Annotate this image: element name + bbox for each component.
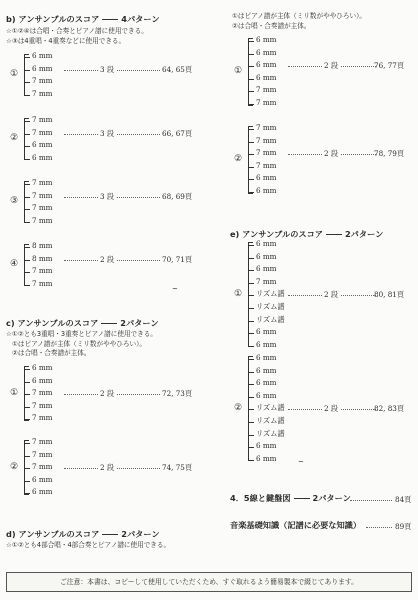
section-e-title: e) アンサンブルのスコア [230, 229, 323, 239]
page-ref: 64, 65頁 [162, 64, 193, 74]
row-tick [24, 121, 30, 122]
row-tick [248, 54, 254, 55]
row-tick [24, 285, 30, 286]
staff-row: 6 mm [256, 173, 277, 183]
staff-row: 6 mm [256, 365, 277, 375]
staff-row: 7 mm [32, 388, 53, 398]
row-tick [24, 272, 30, 273]
staff-row: 6 mm [32, 375, 53, 385]
group-number: ② [233, 402, 243, 413]
staff-row: 6 mm [256, 353, 277, 362]
row-tick [24, 247, 30, 248]
row-tick [248, 167, 254, 168]
staff-row: 6 mm [256, 251, 277, 261]
page-ref: 80, 81頁 [374, 290, 405, 300]
row-tick [24, 407, 30, 408]
row-tick [24, 134, 30, 135]
staff-row: 6 mm [256, 60, 277, 70]
staff-row: 7 mm [32, 178, 53, 187]
row-tick [248, 460, 254, 461]
score-group-b2 [8, 114, 208, 168]
staff-row: 6 mm [32, 474, 53, 484]
section-4-title: 4．5線と鍵盤図 [230, 493, 291, 503]
page-ref: 66, 67頁 [162, 128, 193, 138]
row-tick [24, 419, 30, 420]
row-tick [248, 245, 254, 246]
staff-count: 2 段 [324, 149, 339, 159]
staff-row: 6 mm [32, 140, 53, 150]
row-tick [24, 369, 30, 370]
theory-title: 音楽基礎知識（記譜に必要な知識） [230, 520, 362, 530]
row-tick [24, 82, 30, 83]
tilde-mark: ~ [172, 285, 178, 293]
section-d-note-1: ☆①②とも4部合唱・4部合奏とピアノ譜に使用できる。 [6, 541, 171, 549]
section-d-cont-note-1: ①はピアノ譜が主体（ミリ数がややひろい）。 [232, 12, 366, 20]
staff-row: 6 mm [32, 51, 53, 60]
staff-row: 7 mm [256, 148, 277, 158]
row-tick [248, 321, 254, 322]
row-tick [24, 443, 30, 444]
section-b-pattern: 4パターン [121, 14, 160, 24]
section-e-pattern: 2パターン [344, 229, 384, 239]
staff-row: 7 mm [32, 413, 53, 423]
staff-row: 7 mm [32, 215, 53, 225]
staff-row: 6 mm [32, 63, 53, 73]
group-number: ① [9, 387, 19, 398]
bracket [24, 244, 27, 286]
staff-row: 8 mm [32, 253, 53, 263]
page-ref: 82, 83頁 [374, 404, 405, 414]
row-tick [248, 295, 254, 296]
staff-row: リズム譜 [256, 314, 285, 324]
staff-row: 7 mm [32, 88, 53, 98]
section-b-note-1: ☆①②④は合唱・合奏とピアノ譜に使用できる。 [6, 27, 148, 35]
staff-row: 7 mm [32, 127, 53, 137]
group-number: ① [9, 69, 19, 80]
tilde-mark-right: ~ [298, 458, 304, 466]
section-d-cont-note-2: ②は合唱・合奏譜が主体。 [232, 21, 311, 30]
group-number: ② [233, 153, 243, 164]
section-b-title: b) アンサンブルのスコア [6, 14, 100, 24]
section-b-note-2: ☆③は4重唱・4重奏などに使用できる。 [6, 36, 126, 45]
row-tick [24, 260, 30, 261]
staff-row: 6 mm [256, 339, 277, 349]
score-group-d1 [232, 34, 412, 114]
row-tick [248, 142, 254, 143]
section-d-notes [6, 541, 170, 551]
section-4-pattern: 2パターン [312, 493, 351, 503]
section-b-heading [6, 14, 160, 25]
footer-notice: ご注意：本書は、コピーして使用していただくため、すぐ取れるよう簡易製本で綴じてあります。 [6, 572, 412, 592]
page-ref: 68, 69頁 [162, 191, 193, 201]
score-group-d2 [232, 122, 412, 202]
staff-row: 6 mm [256, 441, 277, 451]
group-number: ② [9, 461, 19, 472]
staff-row: 7 mm [256, 123, 277, 132]
staff-row: 6 mm [32, 363, 53, 372]
row-tick [24, 159, 30, 160]
staff-row: 7 mm [32, 203, 53, 213]
staff-count: 2 段 [100, 463, 115, 473]
group-number: ① [233, 65, 243, 76]
row-tick [248, 192, 254, 193]
row-tick [248, 154, 254, 155]
row-tick [248, 270, 254, 271]
section-4-leader [350, 500, 392, 501]
staff-row: 7 mm [256, 98, 277, 107]
group-number: ② [9, 133, 19, 144]
staff-row: 6 mm [256, 35, 277, 44]
staff-row: 7 mm [256, 135, 277, 145]
staff-count: 2 段 [100, 389, 115, 399]
section-4-heading [230, 493, 351, 504]
staff-row: 6 mm [256, 390, 277, 400]
score-group-e2 [232, 352, 412, 469]
bracket [24, 181, 27, 223]
bracket [24, 118, 27, 160]
staff-row: 6 mm [256, 72, 277, 82]
staff-row: リズム譜 [256, 302, 285, 311]
row-tick [248, 384, 254, 385]
staff-count: 3 段 [100, 128, 115, 138]
staff-count: 2 段 [100, 254, 115, 264]
section-c-note-2: ①はピアノ譜が主体（ミリ数がややひろい）。 [12, 339, 146, 348]
row-tick [24, 70, 30, 71]
section-c-heading [6, 318, 159, 329]
row-tick [248, 179, 254, 180]
staff-row: リズム譜 [256, 403, 285, 413]
staff-row: 7 mm [32, 449, 53, 459]
row-tick [24, 146, 30, 147]
staff-row: 7 mm [32, 266, 53, 276]
score-group-b3 [8, 177, 208, 231]
theory-page: 89頁 [395, 522, 412, 531]
row-tick [248, 372, 254, 373]
row-tick [24, 382, 30, 383]
staff-row: 7 mm [256, 160, 277, 170]
row-tick [24, 95, 30, 96]
row-tick [248, 104, 254, 105]
score-group-b4 [8, 240, 208, 294]
staff-row: 6 mm [256, 453, 277, 463]
row-tick [24, 456, 30, 457]
staff-row: 6 mm [256, 186, 277, 195]
row-tick [248, 346, 254, 347]
staff-row: 7 mm [256, 276, 277, 286]
staff-count: 2 段 [324, 290, 339, 300]
section-b-notes [6, 27, 148, 46]
section-d-cont-notes [232, 12, 366, 31]
staff-row: 7 mm [32, 278, 53, 288]
page-ref: 72, 73頁 [162, 389, 193, 399]
page-ref: 76, 77頁 [374, 61, 405, 71]
row-tick [248, 422, 254, 423]
staff-row: 7 mm [32, 437, 53, 446]
row-tick [24, 57, 30, 58]
group-number: ① [233, 288, 243, 299]
row-tick [248, 283, 254, 284]
group-number: ④ [9, 259, 19, 270]
score-group-c2 [8, 436, 208, 503]
bracket [24, 54, 27, 96]
staff-count: 2 段 [324, 61, 339, 71]
row-tick [248, 258, 254, 259]
row-tick [24, 468, 30, 469]
staff-row: 7 mm [256, 85, 277, 95]
row-tick [248, 435, 254, 436]
row-tick [248, 397, 254, 398]
staff-row: 7 mm [32, 115, 53, 124]
theory-leader [366, 527, 392, 528]
section-4-page: 84頁 [395, 495, 412, 504]
bracket [248, 38, 251, 106]
section-c-note-1: ☆①②とも3重唱・3重奏とピアノ譜に使用できる。 [6, 330, 157, 338]
page-ref: 78, 79頁 [374, 149, 405, 159]
score-group-c1 [8, 362, 208, 429]
staff-count: 3 段 [100, 64, 115, 74]
score-group-e1 [232, 238, 412, 355]
staff-row: 7 mm [32, 76, 53, 86]
staff-row: 6 mm [256, 378, 277, 388]
staff-count: 3 段 [100, 191, 115, 201]
section-c-notes [6, 330, 157, 359]
row-tick [248, 66, 254, 67]
staff-row: 6 mm [256, 327, 277, 337]
staff-row: リズム譜 [256, 289, 285, 299]
row-tick [24, 493, 30, 494]
row-tick [24, 209, 30, 210]
staff-count: 2 段 [324, 404, 339, 414]
group-number: ③ [9, 196, 19, 207]
staff-row: 6 mm [256, 264, 277, 274]
section-d-heading [6, 529, 160, 540]
staff-row: リズム譜 [256, 428, 285, 438]
section-c-pattern: 2パターン [120, 318, 159, 328]
row-tick [248, 129, 254, 130]
section-c-title: c) アンサンブルのスコア [6, 318, 99, 328]
staff-row: リズム譜 [256, 416, 285, 425]
row-tick [248, 91, 254, 92]
row-tick [248, 333, 254, 334]
bracket [248, 126, 251, 194]
row-tick [24, 481, 30, 482]
row-tick [24, 222, 30, 223]
row-tick [248, 79, 254, 80]
row-tick [24, 394, 30, 395]
row-tick [24, 197, 30, 198]
staff-row: 7 mm [32, 400, 53, 410]
row-tick [248, 447, 254, 448]
staff-row: 6 mm [32, 487, 53, 497]
section-c-note-3: ②は合唱・合奏譜が主体。 [12, 349, 91, 358]
row-tick [248, 308, 254, 309]
row-tick [248, 41, 254, 42]
section-d-pattern: 2パターン [121, 529, 160, 539]
page-ref: 70, 71頁 [162, 254, 193, 264]
staff-row: 8 mm [32, 241, 53, 250]
page-ref: 74, 75頁 [162, 463, 193, 473]
staff-row: 7 mm [32, 190, 53, 200]
score-group-b1 [8, 50, 208, 104]
section-d-title: d) アンサンブルのスコア [6, 529, 100, 539]
row-tick [248, 409, 254, 410]
row-tick [248, 359, 254, 360]
row-tick [24, 184, 30, 185]
staff-row: 6 mm [256, 239, 277, 248]
staff-row: 6 mm [256, 47, 277, 57]
staff-row: 6 mm [32, 152, 53, 162]
staff-row: 7 mm [32, 462, 53, 472]
